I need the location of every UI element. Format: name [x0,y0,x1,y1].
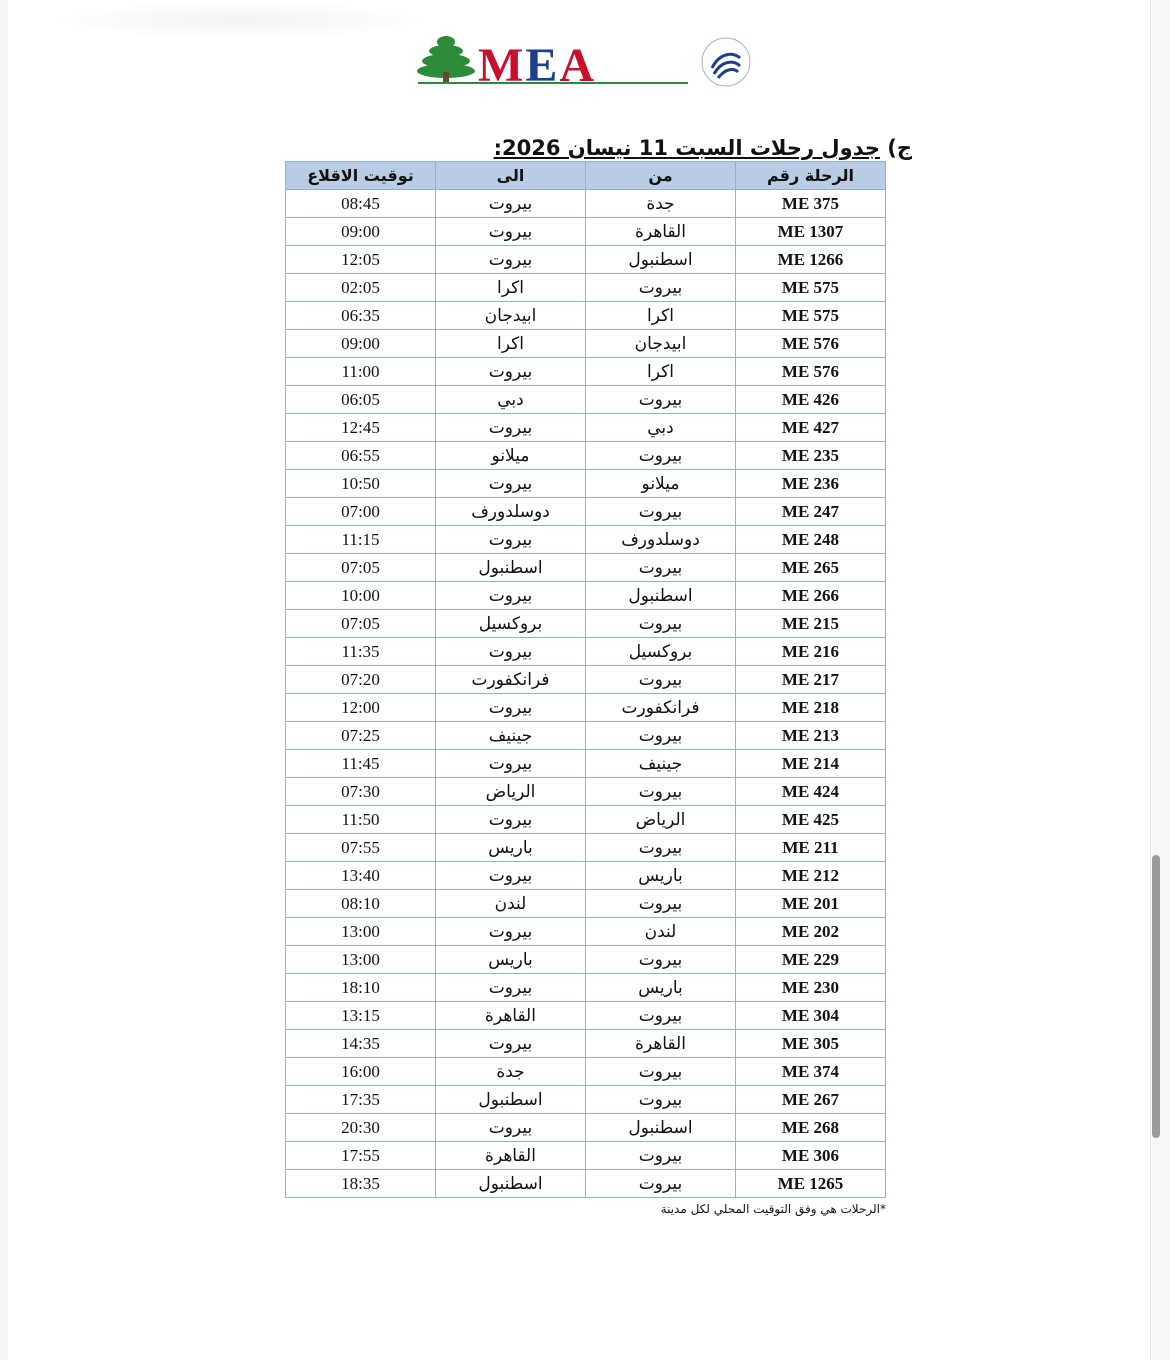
table-row [286,834,886,862]
from-city-cell: جدة [586,190,736,218]
table-row [286,274,886,302]
from-city-cell: بيروت [586,442,736,470]
to-city-cell: بيروت [436,470,586,498]
table-row [286,778,886,806]
flight-number-cell: ME 374 [736,1058,886,1086]
to-city-cell: بيروت [436,806,586,834]
departure-time-cell: 07:30 [286,778,436,806]
flight-number-cell: ME 217 [736,666,886,694]
from-city-cell: بيروت [586,274,736,302]
departure-time-cell: 10:00 [286,582,436,610]
from-city-cell: بيروت [586,1002,736,1030]
table-row [286,918,886,946]
flight-number-cell: ME 212 [736,862,886,890]
flight-number-cell: ME 575 [736,274,886,302]
table-row [286,442,886,470]
from-city-cell: بيروت [586,778,736,806]
footnote: *الرحلات هي وفق التوقيت المحلي لكل مدينة [660,1202,886,1216]
from-city-cell: القاهرة [586,1030,736,1058]
flight-number-cell: ME 201 [736,890,886,918]
flight-number-cell: ME 214 [736,750,886,778]
to-city-cell: بيروت [436,190,586,218]
table-row [286,1142,886,1170]
from-city-cell: بيروت [586,834,736,862]
departure-time-cell: 06:35 [286,302,436,330]
departure-time-cell: 07:05 [286,610,436,638]
to-city-cell: بيروت [436,414,586,442]
from-city-cell: بيروت [586,722,736,750]
departure-time-cell: 18:10 [286,974,436,1002]
from-city-cell: ميلانو [586,470,736,498]
to-city-cell: اكرا [436,330,586,358]
departure-time-cell: 10:50 [286,470,436,498]
table-row [286,1114,886,1142]
table-row [286,1030,886,1058]
table-row [286,750,886,778]
flight-number-cell: ME 216 [736,638,886,666]
to-city-cell: بيروت [436,526,586,554]
from-city-cell: جينيف [586,750,736,778]
flight-number-cell: ME 267 [736,1086,886,1114]
to-city-cell: بيروت [436,750,586,778]
to-city-cell: بيروت [436,694,586,722]
table-row [286,862,886,890]
flight-number-cell: ME 306 [736,1142,886,1170]
to-city-cell: بيروت [436,1030,586,1058]
to-city-cell: بيروت [436,358,586,386]
departure-time-cell: 17:55 [286,1142,436,1170]
to-city-cell: جدة [436,1058,586,1086]
col-header-flight: الرحلة رقم [736,162,886,190]
departure-time-cell: 06:05 [286,386,436,414]
departure-time-cell: 12:45 [286,414,436,442]
from-city-cell: بيروت [586,1086,736,1114]
to-city-cell: اسطنبول [436,1086,586,1114]
flight-number-cell: ME 426 [736,386,886,414]
col-header-departure: توقيت الاقلاع [286,162,436,190]
table-row [286,386,886,414]
from-city-cell: الرياض [586,806,736,834]
to-city-cell: القاهرة [436,1002,586,1030]
departure-time-cell: 12:05 [286,246,436,274]
flight-number-cell: ME 215 [736,610,886,638]
to-city-cell: اكرا [436,274,586,302]
table-row [286,330,886,358]
flight-number-cell: ME 576 [736,358,886,386]
table-row [286,358,886,386]
to-city-cell: دبي [436,386,586,414]
table-row [286,806,886,834]
scrollbar-thumb[interactable] [1152,855,1160,1138]
departure-time-cell: 06:55 [286,442,436,470]
from-city-cell: اسطنبول [586,582,736,610]
flight-number-cell: ME 218 [736,694,886,722]
from-city-cell: بروكسيل [586,638,736,666]
flight-number-cell: ME 266 [736,582,886,610]
flight-number-cell: ME 1307 [736,218,886,246]
from-city-cell: بيروت [586,1170,736,1198]
flight-number-cell: ME 265 [736,554,886,582]
departure-time-cell: 13:40 [286,862,436,890]
departure-time-cell: 14:35 [286,1030,436,1058]
flight-number-cell: ME 235 [736,442,886,470]
from-city-cell: بيروت [586,890,736,918]
to-city-cell: ميلانو [436,442,586,470]
departure-time-cell: 17:35 [286,1086,436,1114]
departure-time-cell: 11:45 [286,750,436,778]
col-header-from: من [586,162,736,190]
departure-time-cell: 13:00 [286,918,436,946]
table-row [286,890,886,918]
table-row [286,1086,886,1114]
departure-time-cell: 18:35 [286,1170,436,1198]
flight-number-cell: ME 427 [736,414,886,442]
to-city-cell: جينيف [436,722,586,750]
flight-number-cell: ME 236 [736,470,886,498]
from-city-cell: دوسلدورف [586,526,736,554]
skyteam-icon [702,38,750,86]
flight-number-cell: ME 229 [736,946,886,974]
flight-number-cell: ME 575 [736,302,886,330]
flight-number-cell: ME 211 [736,834,886,862]
from-city-cell: القاهرة [586,218,736,246]
departure-time-cell: 11:15 [286,526,436,554]
to-city-cell: بيروت [436,582,586,610]
mea-logo [416,32,761,92]
to-city-cell: الرياض [436,778,586,806]
viewer-scroll-track[interactable] [1150,0,1170,1360]
from-city-cell: ابيدجان [586,330,736,358]
departure-time-cell: 11:00 [286,358,436,386]
departure-time-cell: 16:00 [286,1058,436,1086]
from-city-cell: بيروت [586,946,736,974]
from-city-cell: اسطنبول [586,1114,736,1142]
from-city-cell: بيروت [586,610,736,638]
flight-number-cell: ME 305 [736,1030,886,1058]
table-row [286,1002,886,1030]
logo-wordmark: MEA [478,39,596,92]
to-city-cell: دوسلدورف [436,498,586,526]
to-city-cell: اسطنبول [436,554,586,582]
to-city-cell: بيروت [436,918,586,946]
departure-time-cell: 20:30 [286,1114,436,1142]
to-city-cell: باريس [436,946,586,974]
to-city-cell: بيروت [436,218,586,246]
from-city-cell: فرانكفورت [586,694,736,722]
table-row [286,1058,886,1086]
departure-time-cell: 11:50 [286,806,436,834]
flight-number-cell: ME 1265 [736,1170,886,1198]
to-city-cell: ابيدجان [436,302,586,330]
table-row [286,638,886,666]
table-row [286,526,886,554]
table-row [286,694,886,722]
flight-number-cell: ME 268 [736,1114,886,1142]
from-city-cell: بيروت [586,666,736,694]
table-row [286,190,886,218]
departure-time-cell: 12:00 [286,694,436,722]
table-header-row [286,162,886,190]
departure-time-cell: 11:35 [286,638,436,666]
to-city-cell: اسطنبول [436,1170,586,1198]
to-city-cell: بيروت [436,974,586,1002]
departure-time-cell: 02:05 [286,274,436,302]
title-text: جدول رحلات السبت 11 نيسان 2026: [493,136,880,160]
to-city-cell: باريس [436,834,586,862]
from-city-cell: دبي [586,414,736,442]
page-shadow [40,0,440,40]
to-city-cell: القاهرة [436,1142,586,1170]
from-city-cell: بيروت [586,498,736,526]
departure-time-cell: 07:20 [286,666,436,694]
flight-number-cell: ME 424 [736,778,886,806]
table-row [286,1170,886,1198]
flight-number-cell: ME 1266 [736,246,886,274]
page-title [494,134,912,162]
flight-number-cell: ME 213 [736,722,886,750]
departure-time-cell: 07:55 [286,834,436,862]
to-city-cell: فرانكفورت [436,666,586,694]
from-city-cell: بيروت [586,1142,736,1170]
from-city-cell: باريس [586,862,736,890]
to-city-cell: لندن [436,890,586,918]
departure-time-cell: 08:45 [286,190,436,218]
table-row [286,946,886,974]
to-city-cell: بروكسيل [436,610,586,638]
table-row [286,610,886,638]
flight-number-cell: ME 248 [736,526,886,554]
from-city-cell: اسطنبول [586,246,736,274]
to-city-cell: بيروت [436,638,586,666]
from-city-cell: بيروت [586,554,736,582]
table-row [286,302,886,330]
from-city-cell: باريس [586,974,736,1002]
table-row [286,414,886,442]
departure-time-cell: 09:00 [286,330,436,358]
flight-number-cell: ME 375 [736,190,886,218]
flight-number-cell: ME 425 [736,806,886,834]
table-row [286,498,886,526]
to-city-cell: بيروت [436,246,586,274]
from-city-cell: بيروت [586,1058,736,1086]
table-row [286,218,886,246]
from-city-cell: اكرا [586,302,736,330]
table-row [286,666,886,694]
flight-number-cell: ME 304 [736,1002,886,1030]
flight-number-cell: ME 247 [736,498,886,526]
table-row [286,722,886,750]
table-row [286,246,886,274]
departure-time-cell: 13:00 [286,946,436,974]
flight-number-cell: ME 230 [736,974,886,1002]
flight-number-cell: ME 576 [736,330,886,358]
title-prefix: ج) [887,136,912,160]
col-header-to: الى [436,162,586,190]
table-row [286,582,886,610]
table-row [286,470,886,498]
flight-number-cell: ME 202 [736,918,886,946]
from-city-cell: لندن [586,918,736,946]
table-row [286,554,886,582]
departure-time-cell: 09:00 [286,218,436,246]
departure-time-cell: 13:15 [286,1002,436,1030]
departure-time-cell: 07:25 [286,722,436,750]
table-row [286,974,886,1002]
to-city-cell: بيروت [436,862,586,890]
departure-time-cell: 07:00 [286,498,436,526]
from-city-cell: بيروت [586,386,736,414]
flight-schedule-table [285,161,886,1198]
from-city-cell: اكرا [586,358,736,386]
departure-time-cell: 08:10 [286,890,436,918]
departure-time-cell: 07:05 [286,554,436,582]
to-city-cell: بيروت [436,1114,586,1142]
